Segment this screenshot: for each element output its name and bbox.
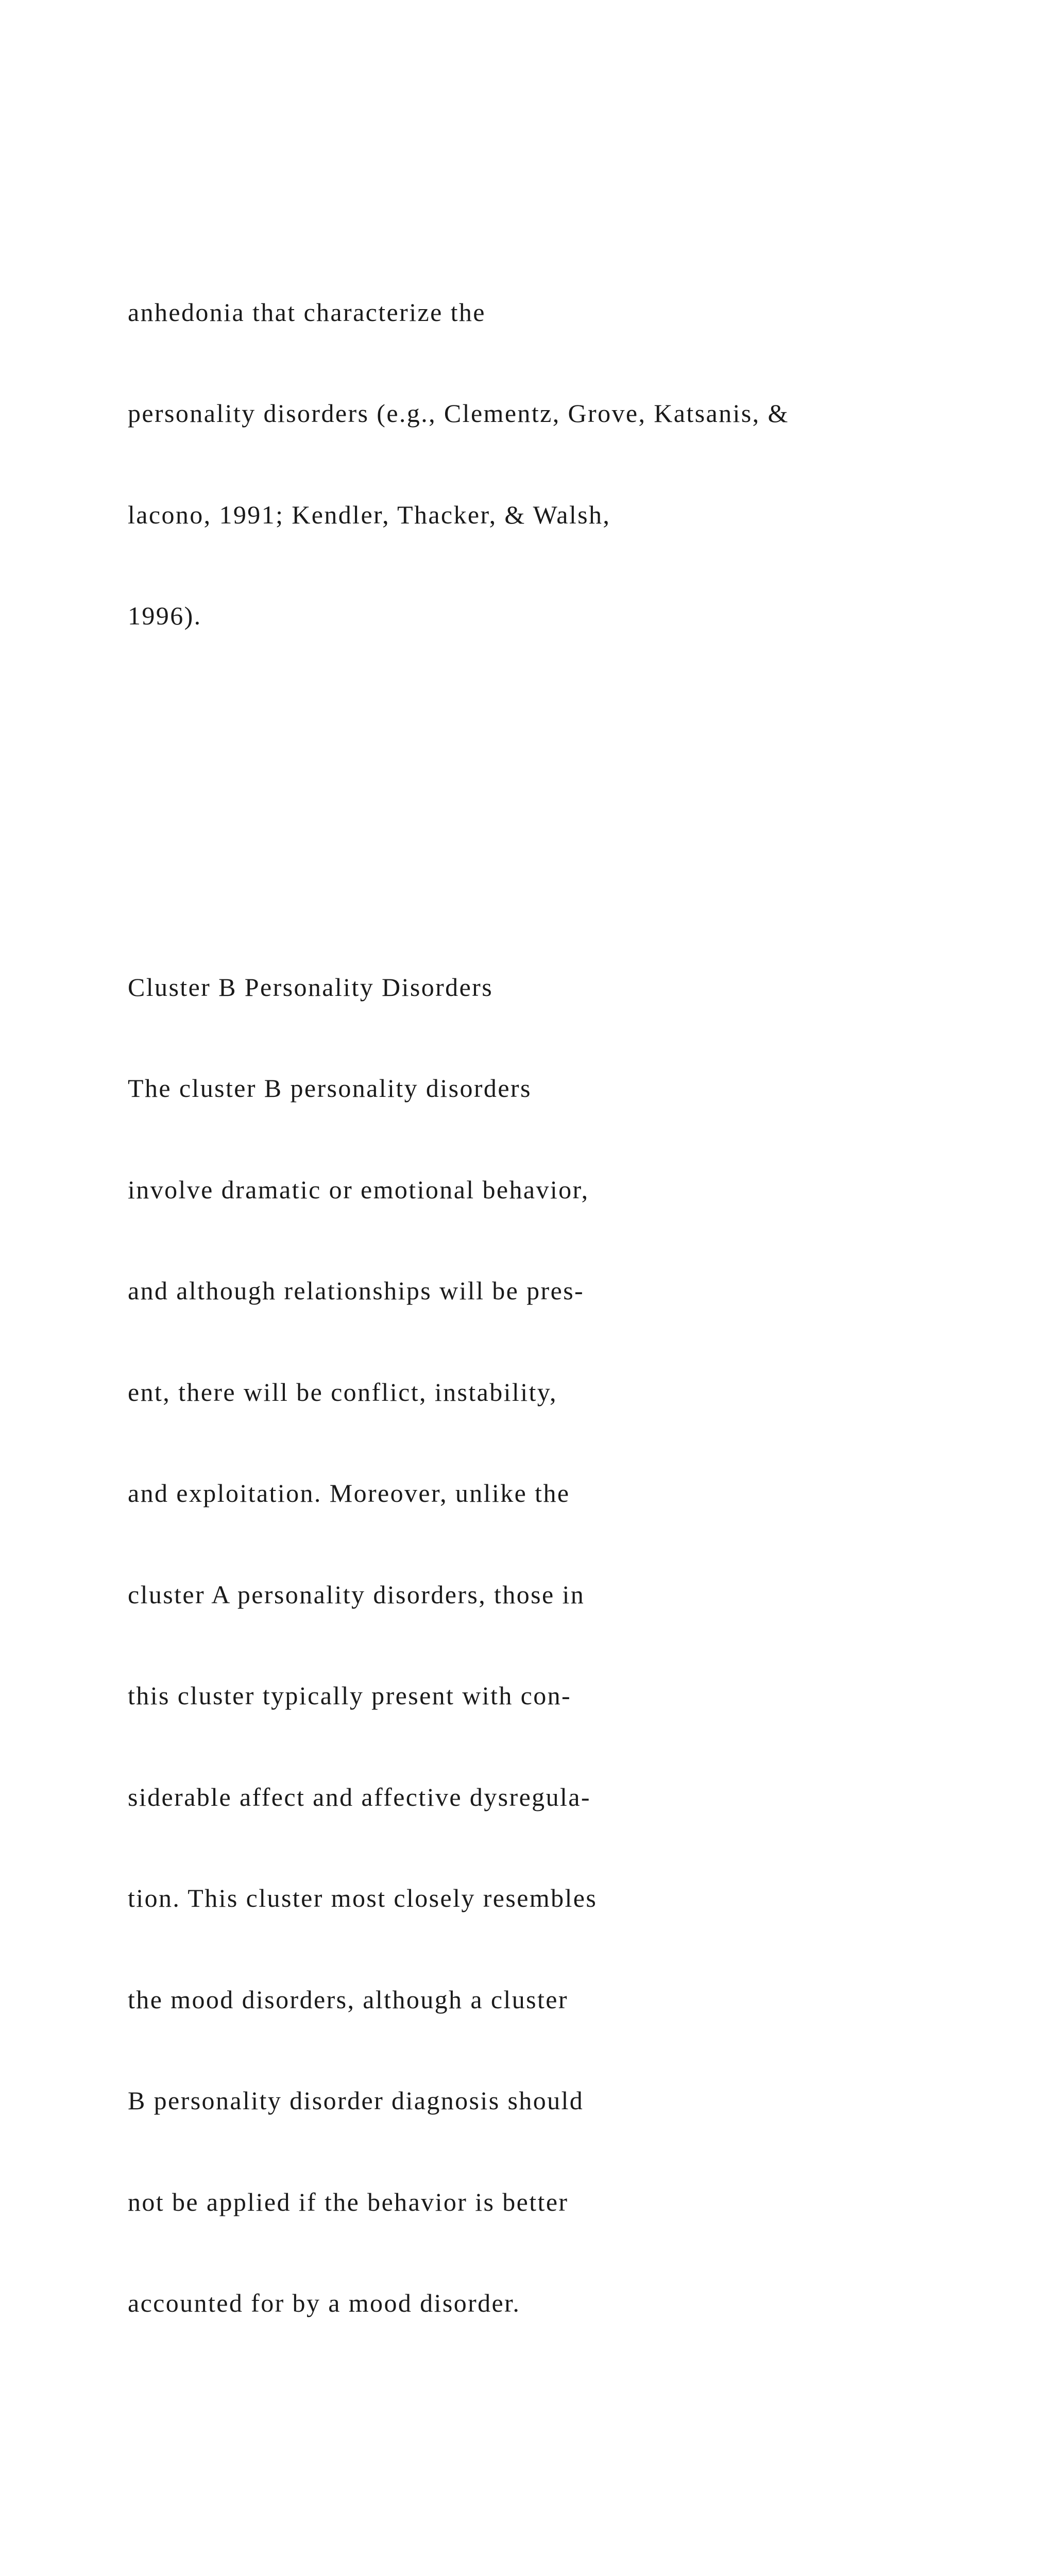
text-line: cluster A personality disorders, those in bbox=[128, 1580, 585, 1609]
text-line: B personality disorder diagnosis should bbox=[128, 2086, 584, 2115]
text-line: not be applied if the behavior is better bbox=[128, 2187, 569, 2216]
text-line: siderable affect and affective dysregula- bbox=[128, 1782, 591, 1811]
paragraph-spacer bbox=[128, 768, 1034, 802]
text-line: and although relationships will be pres- bbox=[128, 1276, 585, 1305]
section-cluster-b bbox=[128, 903, 1034, 2388]
document-body bbox=[128, 127, 1034, 2576]
text-line: ent, there will be conflict, instability, bbox=[128, 1377, 557, 1406]
text-line: involve dramatic or emotional behavior, bbox=[128, 1175, 589, 1204]
section-heading: Cluster B Personality Disorders bbox=[128, 972, 494, 1002]
text-line: accounted for by a mood disorder. bbox=[128, 2289, 521, 2317]
text-line: lacono, 1991; Kendler, Thacker, & Walsh, bbox=[128, 500, 611, 529]
text-line: this cluster typically present with con- bbox=[128, 1681, 572, 1710]
text-line: personality disorders (e.g., Clementz, Grove, Katsanis, & bbox=[128, 399, 789, 428]
text-line: The cluster B personality disorders bbox=[128, 1074, 532, 1103]
paragraph-anhedonia bbox=[128, 228, 1034, 701]
text-line: anhedonia that characterize the bbox=[128, 297, 486, 327]
paragraph-spacer bbox=[128, 2455, 1034, 2489]
text-line: tion. This cluster most closely resembles bbox=[128, 1884, 598, 1912]
text-line: the mood disorders, although a cluster bbox=[128, 1985, 568, 2014]
text-line: and exploitation. Moreover, unlike the bbox=[128, 1479, 570, 1507]
text-line: 1996). bbox=[128, 601, 202, 630]
